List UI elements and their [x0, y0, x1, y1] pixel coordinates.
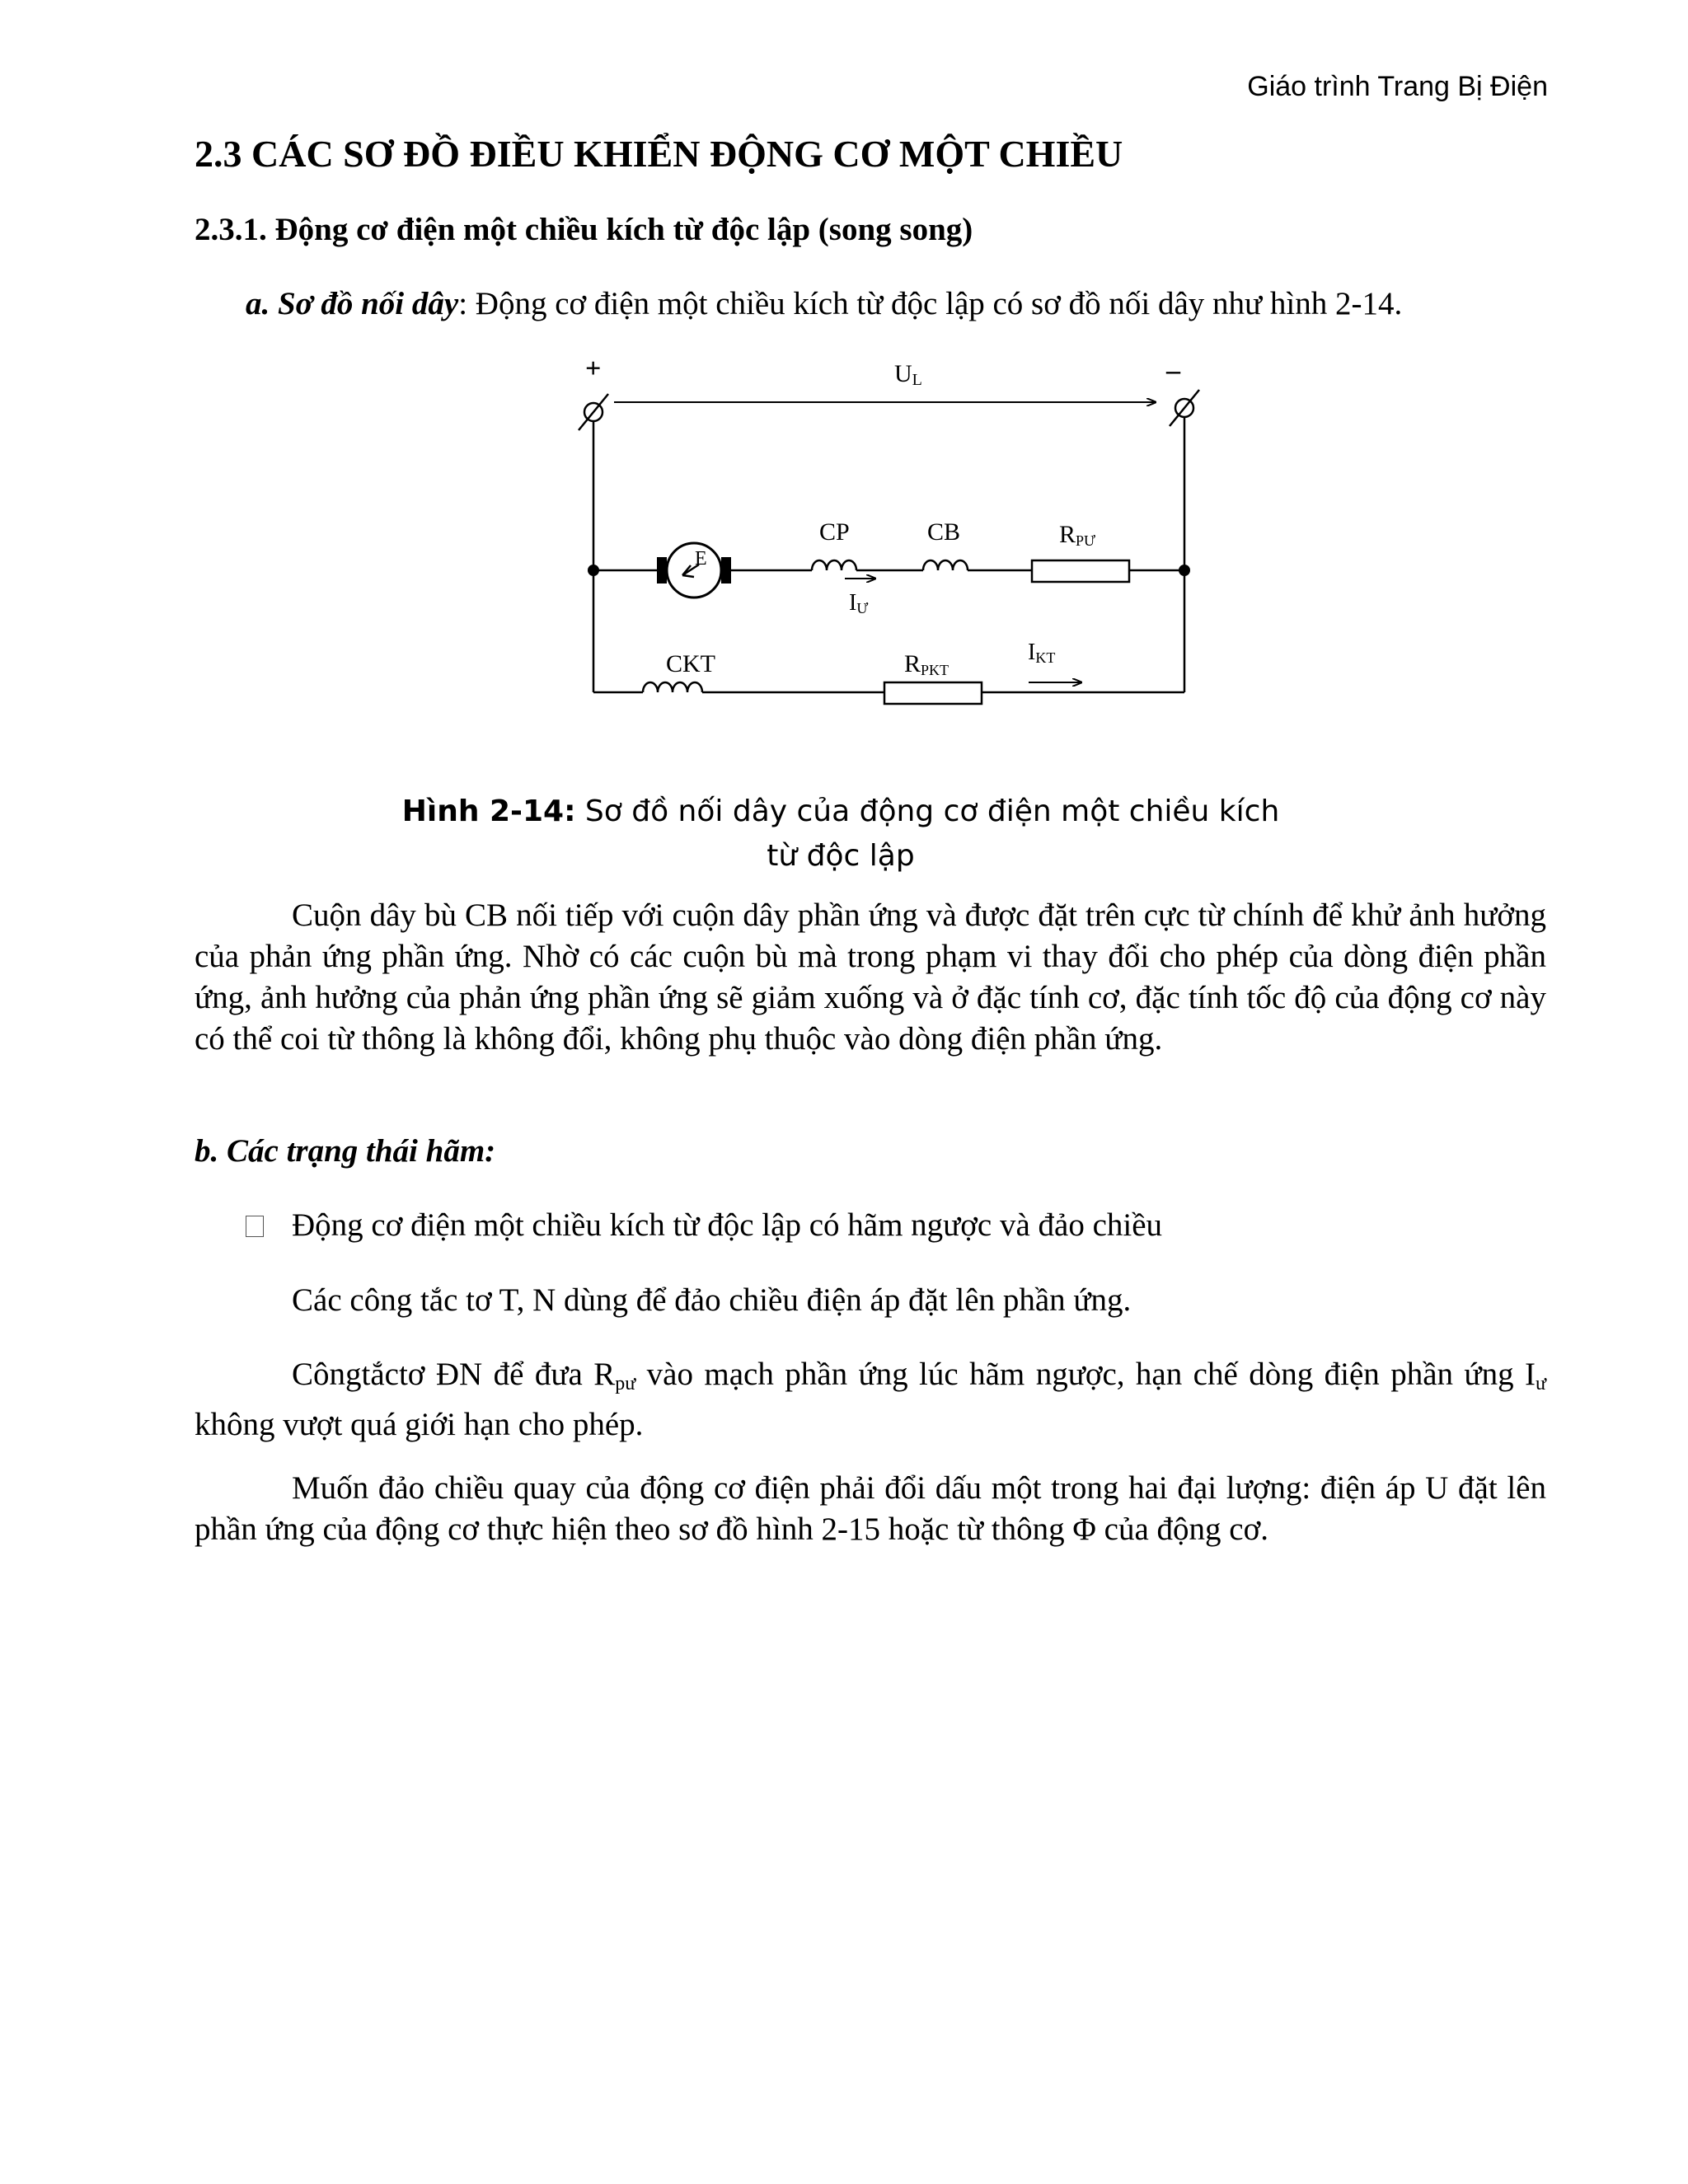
bullet-box-icon: [246, 1216, 264, 1237]
r-pu-resistor: [1032, 560, 1129, 582]
bullet-text: Động cơ điện một chiều kích từ độc lập có hãm ngược và đảo chiều: [292, 1207, 1163, 1243]
cp-coil: [812, 560, 856, 570]
caption-text-1: Sơ đồ nối dây của động cơ điện một chiều kích: [575, 794, 1280, 828]
r-pu-label: RPƯ: [1059, 521, 1095, 549]
intro-paragraph: [246, 285, 1402, 322]
paragraph-compensation: Cuộn dây bù CB nối tiếp với cuộn dây phần ứng và được đặt trên cực từ chính để khử ảnh hưởng của phản ứng phần ứng. Nhờ có các cuộn bù mà trong phạm vi thay đổi cho phép của dòng điện phần ứng, ảnh hưởng của phản ứng phần ứng sẽ giảm xuống và ở đặc tính cơ, đặc tính tốc độ của động cơ này có thể coi từ thông là không đổi, không phụ thuộc vào dòng điện phần ứng.: [195, 898, 1546, 1057]
caption-line-1: [346, 790, 1335, 834]
cp-label: CP: [819, 518, 850, 546]
ul-label: UL: [894, 360, 922, 389]
r-pkt-label: RPKT: [904, 650, 950, 678]
motor-label: E: [695, 548, 707, 569]
intro-text: : Động cơ điện một chiều kích từ độc lập có sơ đồ nối dây như hình 2-14.: [458, 286, 1403, 321]
ckt-label: CKT: [666, 650, 715, 677]
paragraph-dn-contactor: Côngtắctơ ĐN để đưa $R_{pư}$ vào mạch phần ứng lúc hãm ngược, hạn chế dòng điện phần ứng $I_ư$ không vượt quá giới hạn cho phép.: [195, 1357, 1546, 1442]
section-heading: 2.3 CÁC SƠ ĐỒ ĐIỀU KHIỂN ĐỘNG CƠ MỘT CHIỀU: [195, 133, 1123, 175]
cb-label: CB: [927, 518, 961, 546]
figure-caption: [346, 790, 1335, 879]
motor-symbol: [657, 543, 731, 598]
minus-label: –: [1166, 355, 1180, 386]
iu-label: IƯ: [849, 590, 869, 616]
ikt-label: IKT: [1028, 640, 1056, 666]
paragraph-reversal: Muốn đảo chiều quay của động cơ điện phải đổi dấu một trong hai đại lượng: điện áp U đặt lên phần ứng của động cơ thực hiện theo sơ đồ hình 2-15 hoặc từ thông Φ của động cơ.: [195, 1470, 1546, 1547]
plus-label: +: [585, 354, 602, 384]
page-header: Giáo trình Trang Bị Điện: [1247, 71, 1548, 102]
braking-heading: b. Các trạng thái hãm:: [195, 1133, 496, 1169]
intro-lead: a. Sơ đồ nối dây: [246, 286, 459, 321]
r-pkt-resistor: [884, 682, 982, 704]
ckt-coil: [643, 682, 702, 692]
cb-coil: [923, 560, 968, 570]
circuit-diagram: [560, 354, 1220, 717]
caption-line-2: từ độc lập: [767, 839, 915, 873]
subsection-heading: 2.3.1. Động cơ điện một chiều kích từ độc lập (song song): [195, 212, 973, 247]
caption-label: Hình 2-14:: [401, 794, 576, 828]
bullet-item: [246, 1207, 1162, 1244]
paragraph-contactors: Các công tắc tơ T, N dùng để đảo chiều điện áp đặt lên phần ứng.: [292, 1282, 1132, 1318]
